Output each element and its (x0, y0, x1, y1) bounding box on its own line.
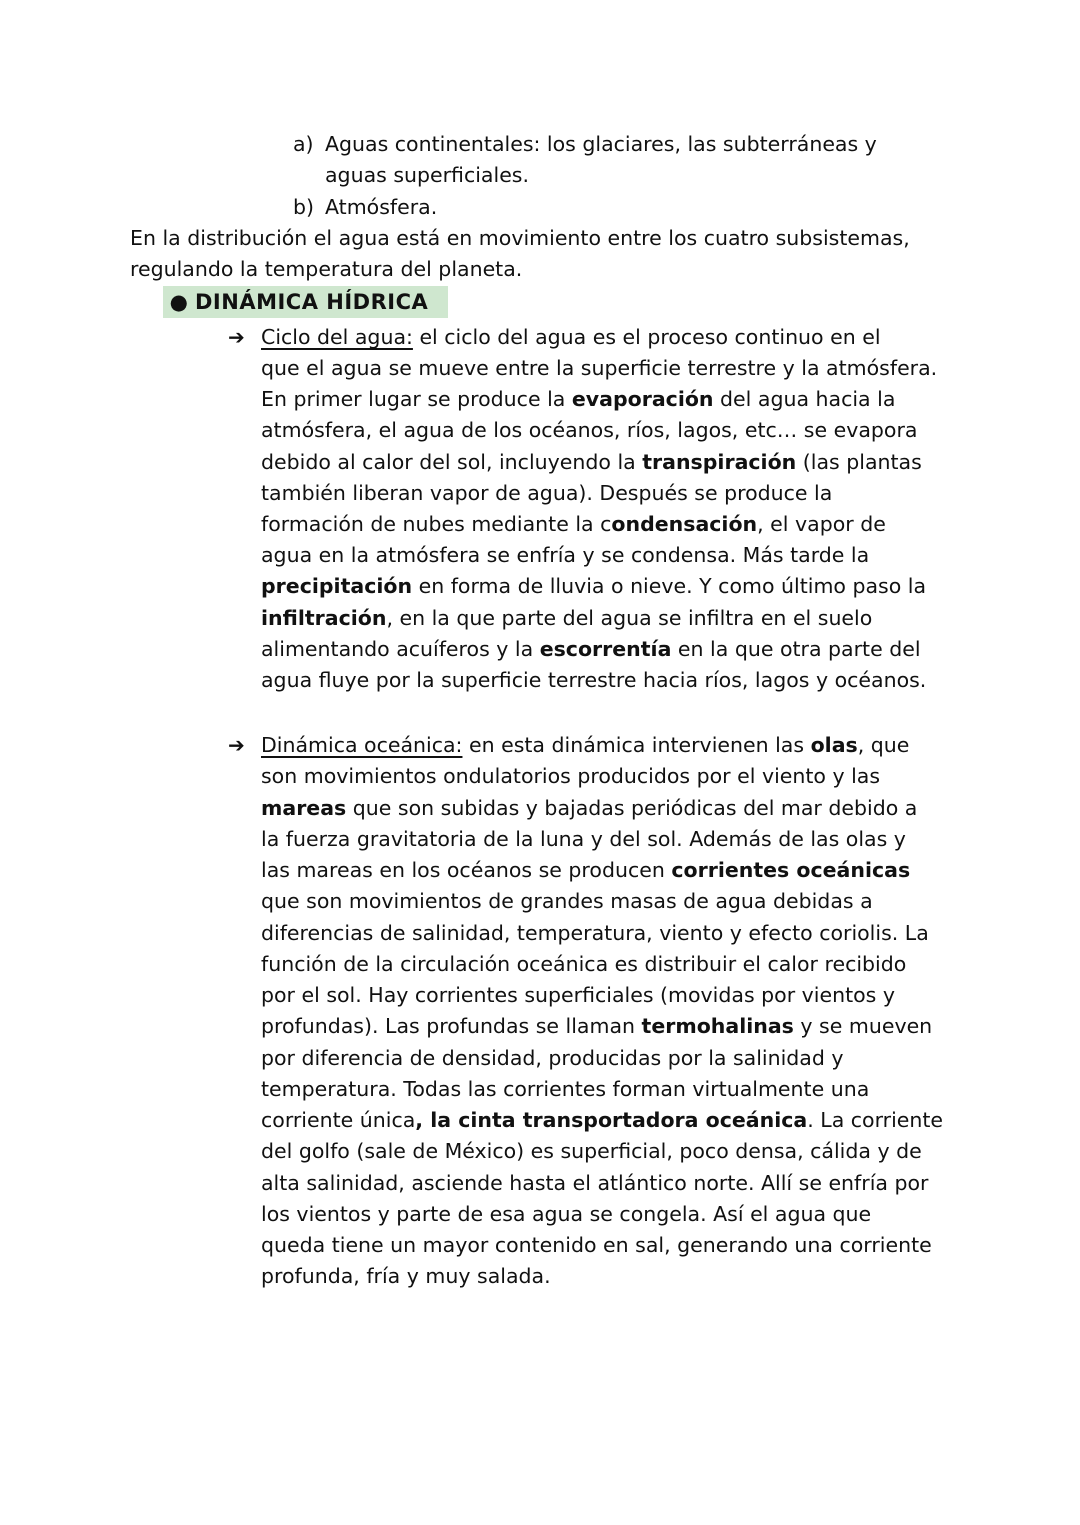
oceanica-line-13: corriente única, la cinta transportadora oceánica. La corriente (261, 1108, 944, 1132)
list-item-b (293, 192, 437, 223)
list-item-a-continuation: aguas superficiales. (325, 163, 529, 187)
section-title: DINÁMICA HÍDRICA (195, 290, 429, 314)
oceanica-line-14: del golfo (sale de México) es superficial, poco densa, cálida y de (261, 1139, 922, 1163)
oceanica-line-18: profunda, fría y muy salada. (261, 1264, 551, 1288)
oceanica-line-9: por el sol. Hay corrientes superficiales (movidas por vientos y (261, 983, 895, 1007)
ciclo-line-9: precipitación en forma de lluvia o nieve. Y como último paso la (261, 574, 927, 598)
ciclo-label: Ciclo del agua: (261, 325, 413, 349)
ciclo-line-2: que el agua se mueve entre la superficie terrestre y la atmósfera. (261, 356, 938, 380)
oceanica-line-16: los vientos y parte de esa agua se congela. Así el agua que (261, 1202, 872, 1226)
arrow-bullet-icon: ➔ (228, 733, 245, 757)
oceanica-line-7: diferencias de salinidad, temperatura, viento y efecto coriolis. La (261, 921, 929, 945)
ciclo-line-11: alimentando acuíferos y la escorrentía en la que otra parte del (261, 637, 921, 661)
ciclo-line-7: formación de nubes mediante la condensación, el vapor de (261, 512, 886, 536)
oceanica-line-3: mareas que son subidas y bajadas periódicas del mar debido a (261, 796, 918, 820)
oceanica-line-2: son movimientos ondulatorios producidos por el viento y las (261, 764, 881, 788)
oceanica-line-11: por diferencia de densidad, producidas por la salinidad y (261, 1046, 844, 1070)
oceanica-line-4: la fuerza gravitatoria de la luna y del sol. Además de las olas y (261, 827, 906, 851)
ciclo-line-5: debido al calor del sol, incluyendo la transpiración (las plantas (261, 450, 922, 474)
oceanica-line-17: queda tiene un mayor contenido en sal, generando una corriente (261, 1233, 932, 1257)
oceanica-label: Dinámica oceánica: (261, 733, 463, 757)
oceanica-line-1: Dinámica oceánica: en esta dinámica intervienen las olas, que (261, 733, 910, 757)
oceanica-line-6: que son movimientos de grandes masas de agua debidas a (261, 889, 873, 913)
ciclo-line-10: infiltración, en la que parte del agua se infiltra en el suelo (261, 606, 873, 630)
ciclo-line-12: agua fluye por la superficie terrestre hacia ríos, lagos y océanos. (261, 668, 927, 692)
arrow-bullet-icon: ➔ (228, 325, 245, 349)
bullet-icon: ● (169, 290, 189, 314)
ciclo-line-8: agua en la atmósfera se enfría y se condensa. Más tarde la (261, 543, 870, 567)
oceanica-line-10: profundas). Las profundas se llaman termohalinas y se mueven (261, 1014, 933, 1038)
list-item-text: Aguas continentales: los glaciares, las subterráneas y (325, 132, 877, 156)
ciclo-line-4: atmósfera, el agua de los océanos, ríos, lagos, etc… se evapora (261, 418, 918, 442)
ciclo-line-6: también liberan vapor de agua). Después se produce la (261, 481, 833, 505)
oceanica-line-12: temperatura. Todas las corrientes forman virtualmente una (261, 1077, 870, 1101)
list-marker: a) (293, 132, 314, 156)
section-heading (163, 286, 428, 318)
intro-line-2: regulando la temperatura del planeta. (130, 257, 523, 281)
list-marker: b) (293, 195, 315, 219)
oceanica-line-15: alta salinidad, asciende hasta el atlántico norte. Allí se enfría por (261, 1171, 929, 1195)
ciclo-line-3: En primer lugar se produce la evaporación del agua hacia la (261, 387, 896, 411)
ciclo-line-1: Ciclo del agua: el ciclo del agua es el proceso continuo en el (261, 325, 881, 349)
oceanica-line-8: función de la circulación oceánica es distribuir el calor recibido (261, 952, 907, 976)
intro-line-1: En la distribución el agua está en movimiento entre los cuatro subsistemas, (130, 226, 910, 250)
oceanica-line-5: las mareas en los océanos se producen corrientes oceánicas (261, 858, 911, 882)
list-item-a (293, 129, 877, 160)
list-item-text: Atmósfera. (325, 195, 438, 219)
